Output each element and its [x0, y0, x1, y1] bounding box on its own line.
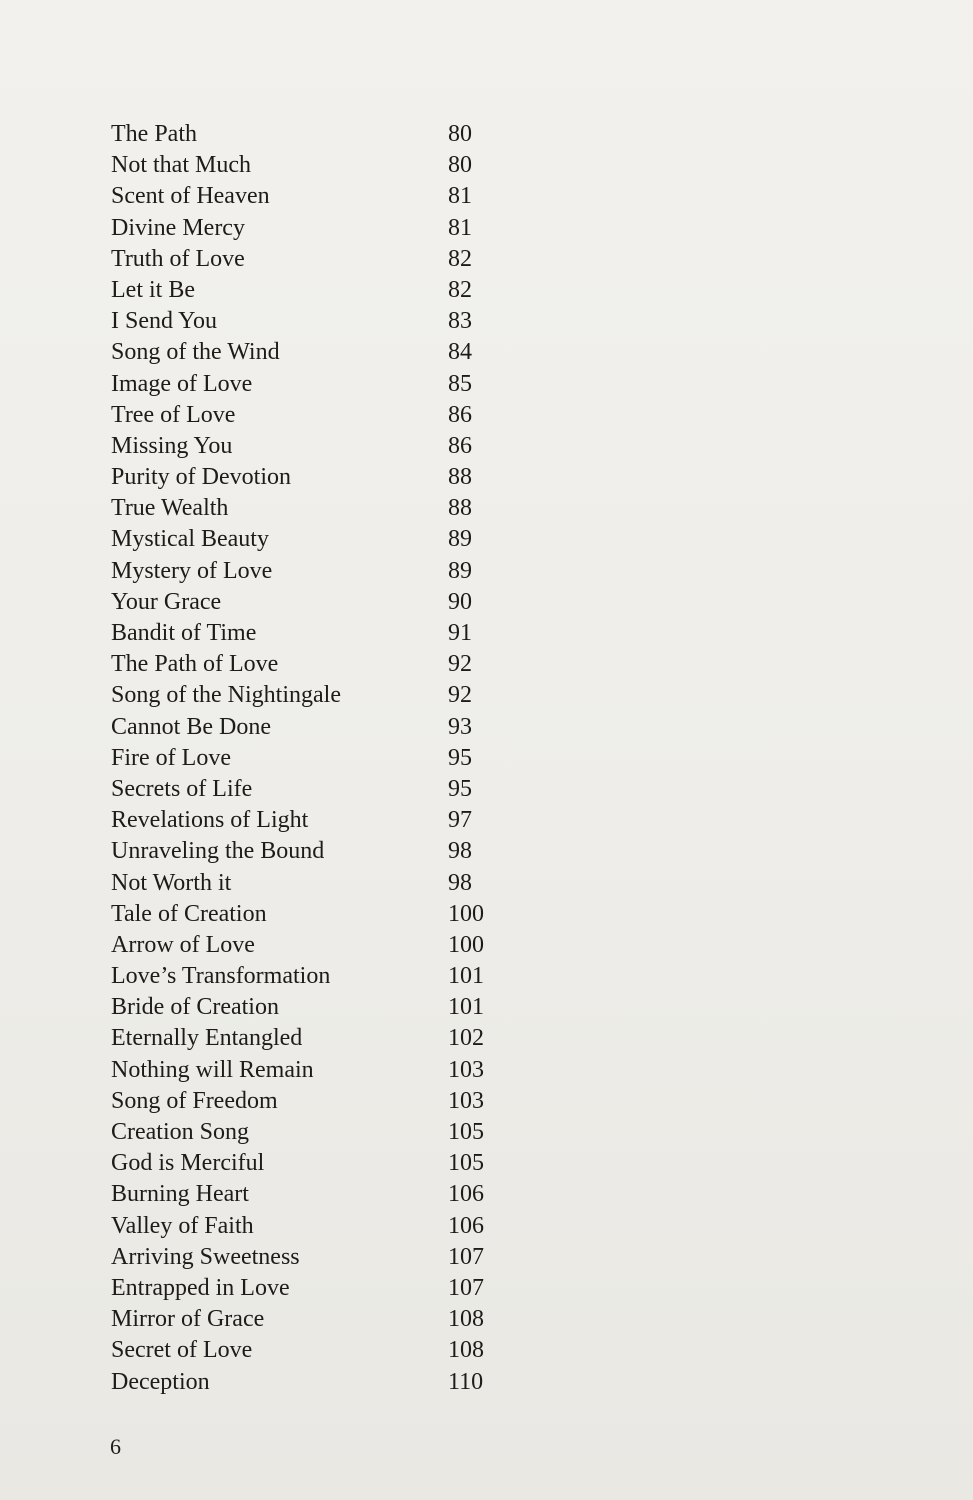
toc-entry-page-number: 98 — [448, 869, 472, 896]
toc-entry — [111, 1051, 531, 1082]
toc-entry-title: Tree of Love — [111, 401, 236, 428]
toc-entry — [111, 1238, 531, 1269]
toc-entry — [111, 832, 531, 863]
toc-entry-title: Mystery of Love — [111, 557, 273, 584]
toc-entry — [111, 1144, 531, 1175]
toc-entry — [111, 1300, 531, 1331]
toc-entry-page-number: 103 — [448, 1056, 484, 1083]
toc-entry-page-number: 82 — [448, 276, 472, 303]
toc-entry — [111, 365, 531, 396]
toc-entry-title: True Wealth — [111, 495, 229, 522]
toc-entry-title: Valley of Faith — [111, 1212, 254, 1239]
toc-entry-title: Burning Heart — [111, 1181, 249, 1208]
toc-entry — [111, 864, 531, 895]
toc-entry — [111, 427, 531, 458]
toc-entry-page-number: 84 — [448, 339, 472, 366]
toc-entry-page-number: 100 — [448, 931, 484, 958]
toc-entry-page-number: 82 — [448, 245, 472, 272]
toc-entry-page-number: 105 — [448, 1119, 484, 1145]
toc-entry-page-number: 97 — [448, 807, 472, 834]
toc-entry — [111, 957, 531, 988]
toc-entry — [111, 489, 531, 520]
toc-entry-page-number: 92 — [448, 682, 472, 709]
toc-entry — [111, 115, 531, 146]
toc-entry-title: Bandit of Time — [111, 620, 257, 646]
toc-entry-page-number: 81 — [448, 183, 472, 210]
toc-entry — [111, 770, 531, 801]
toc-entry-title: Love’s Transformation — [111, 963, 331, 990]
toc-entry-page-number: 90 — [448, 588, 472, 615]
toc-entry — [111, 146, 531, 177]
toc-entry — [111, 520, 531, 551]
table-of-contents — [111, 115, 531, 1394]
toc-entry-page-number: 88 — [448, 464, 472, 491]
toc-entry — [111, 302, 531, 333]
toc-entry-title: Not that Much — [111, 152, 251, 179]
toc-entry-page-number: 88 — [448, 495, 472, 522]
toc-entry-title: Let it Be — [111, 276, 195, 303]
toc-entry-title: Fire of Love — [111, 744, 231, 771]
toc-entry-page-number: 89 — [448, 557, 472, 584]
toc-entry-page-number: 89 — [448, 526, 472, 553]
toc-entry-page-number: 92 — [448, 651, 472, 678]
toc-entry-title: Not Worth it — [111, 869, 232, 896]
toc-entry-title: The Path — [111, 121, 197, 147]
toc-entry — [111, 333, 531, 364]
toc-entry-page-number: 101 — [448, 994, 484, 1021]
toc-entry-page-number: 103 — [448, 1087, 484, 1114]
page-number: 6 — [110, 1434, 121, 1459]
toc-entry-title: Song of Freedom — [111, 1087, 278, 1114]
toc-entry-page-number: 102 — [448, 1025, 484, 1052]
toc-entry-title: Eternally Entangled — [111, 1025, 303, 1052]
toc-entry-page-number: 106 — [448, 1212, 484, 1239]
toc-entry — [111, 1331, 531, 1362]
toc-entry — [111, 583, 531, 614]
toc-entry-title: I Send You — [111, 308, 218, 335]
toc-entry-page-number: 80 — [448, 121, 472, 147]
toc-entry-title: The Path of Love — [111, 651, 279, 678]
toc-entry-title: Truth of Love — [111, 245, 245, 272]
toc-entry-title: Cannot Be Done — [111, 713, 271, 740]
toc-entry — [111, 739, 531, 770]
toc-entry — [111, 1019, 531, 1050]
toc-entry-title: Arrow of Love — [111, 931, 255, 958]
toc-entry-page-number: 107 — [448, 1274, 484, 1301]
toc-entry — [111, 676, 531, 707]
toc-entry-page-number: 107 — [448, 1243, 484, 1270]
toc-entry-title: Unraveling the Bound — [111, 838, 325, 865]
toc-entry — [111, 645, 531, 676]
toc-entry-title: Purity of Devotion — [111, 464, 291, 491]
toc-entry-page-number: 101 — [448, 963, 484, 990]
toc-entry — [111, 895, 531, 926]
toc-entry-title: Secret of Love — [111, 1337, 253, 1364]
toc-entry-title: Missing You — [111, 432, 233, 459]
toc-entry-page-number: 86 — [448, 432, 472, 459]
toc-entry-title: Creation Song — [111, 1119, 249, 1145]
toc-entry — [111, 1082, 531, 1113]
toc-entry-page-number: 80 — [448, 152, 472, 179]
toc-entry-title: Nothing will Remain — [111, 1056, 314, 1083]
toc-entry — [111, 458, 531, 489]
toc-entry-title: Divine Mercy — [111, 214, 245, 241]
toc-entry-page-number: 83 — [448, 308, 472, 335]
toc-entry — [111, 801, 531, 832]
toc-entry — [111, 1113, 531, 1144]
toc-entry-page-number: 108 — [448, 1306, 484, 1333]
toc-entry-page-number: 85 — [448, 370, 472, 397]
toc-entry — [111, 1269, 531, 1300]
toc-entry-title: Entrapped in Love — [111, 1274, 290, 1301]
toc-entry-title: Song of the Wind — [111, 339, 280, 366]
toc-entry-title: Secrets of Life — [111, 775, 253, 802]
toc-entry-title: Song of the Nightingale — [111, 682, 341, 709]
toc-entry-title: Bride of Creation — [111, 994, 279, 1021]
toc-entry — [111, 396, 531, 427]
toc-entry — [111, 708, 531, 739]
toc-entry — [111, 209, 531, 240]
toc-entry-title: Mystical Beauty — [111, 526, 269, 553]
toc-entry-title: Image of Love — [111, 370, 253, 397]
toc-entry-page-number: 108 — [448, 1337, 484, 1364]
toc-entry-page-number: 110 — [448, 1368, 484, 1395]
toc-entry-page-number: 105 — [448, 1150, 484, 1177]
toc-entry-page-number: 95 — [448, 744, 472, 771]
toc-entry-title: Revelations of Light — [111, 807, 309, 834]
toc-entry-page-number: 93 — [448, 713, 472, 740]
toc-entry-page-number: 95 — [448, 775, 472, 802]
toc-entry-title: Scent of Heaven — [111, 183, 270, 210]
toc-entry-page-number: 106 — [448, 1181, 484, 1208]
toc-entry-title: Tale of Creation — [111, 900, 267, 927]
toc-entry-title: God is Merciful — [111, 1150, 265, 1177]
toc-entry — [111, 177, 531, 208]
toc-entry-title: Mirror of Grace — [111, 1306, 265, 1333]
toc-entry — [111, 1207, 531, 1238]
toc-entry — [111, 1363, 531, 1394]
toc-entry-page-number: 81 — [448, 214, 472, 241]
toc-entry — [111, 614, 531, 645]
toc-entry — [111, 240, 531, 271]
toc-entry-page-number: 98 — [448, 838, 472, 865]
toc-entry — [111, 926, 531, 957]
toc-entry-title: Your Grace — [111, 588, 222, 615]
toc-entry-page-number: 100 — [448, 900, 484, 927]
toc-entry-page-number: 91 — [448, 620, 472, 646]
toc-entry — [111, 271, 531, 302]
toc-entry-title: Arriving Sweetness — [111, 1243, 300, 1270]
toc-entry — [111, 552, 531, 583]
toc-entry-title: Deception — [111, 1368, 210, 1395]
toc-entry — [111, 988, 531, 1019]
toc-entry-page-number: 86 — [448, 401, 472, 428]
toc-entry — [111, 1175, 531, 1206]
